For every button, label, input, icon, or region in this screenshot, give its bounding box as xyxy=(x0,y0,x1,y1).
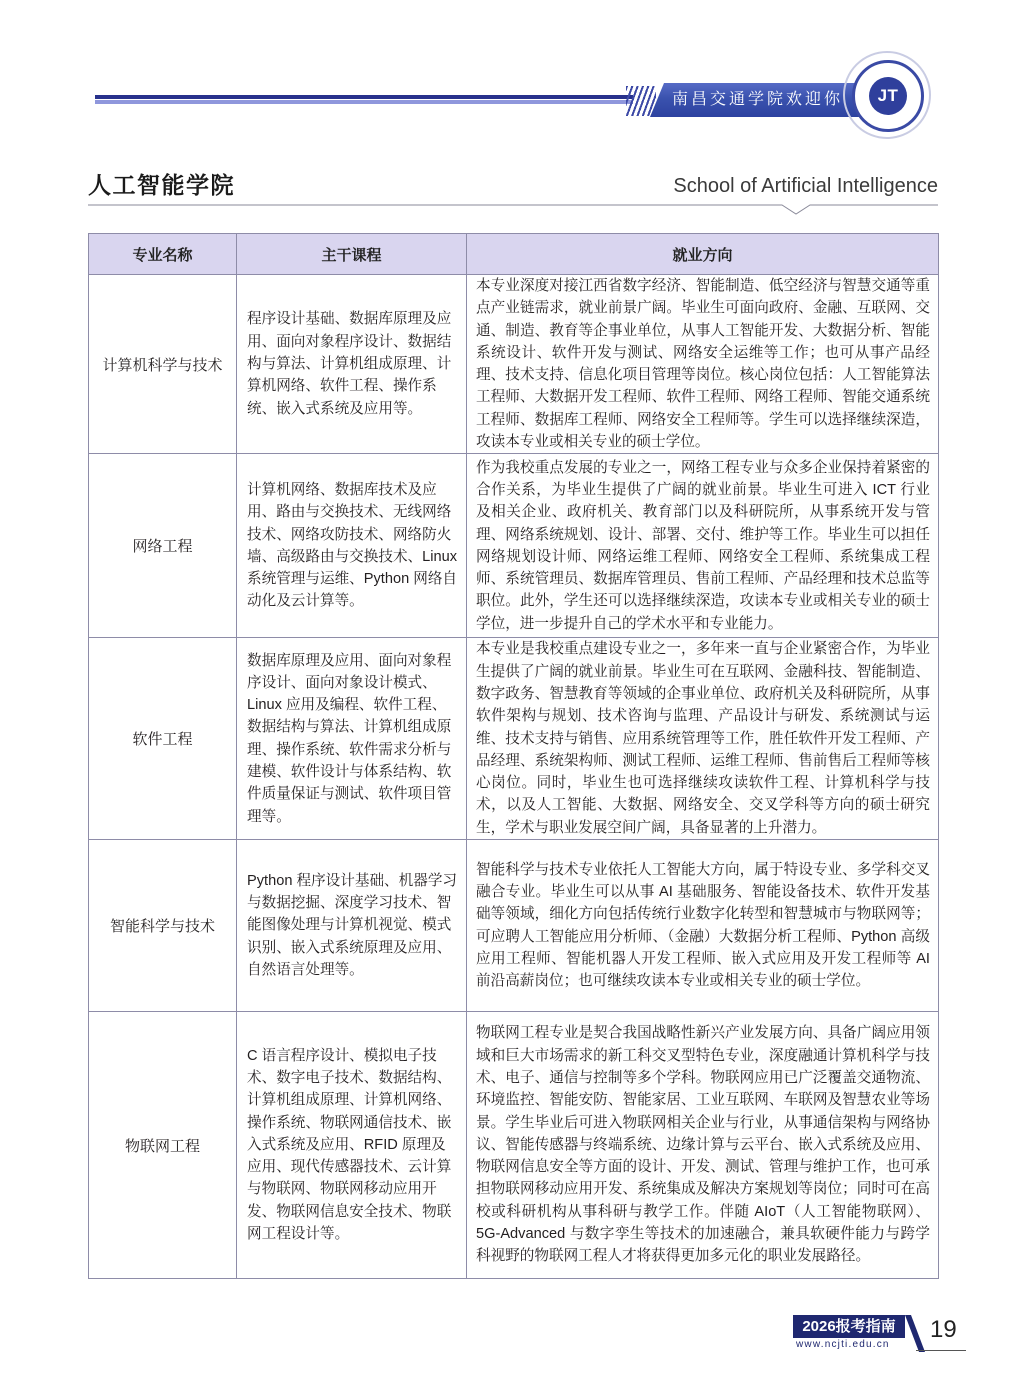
footer-guide-badge: 2026报考指南 xyxy=(793,1315,905,1338)
header-rule-light xyxy=(95,100,633,104)
table-row xyxy=(89,454,939,638)
major-name-cell: 智能科学与技术 xyxy=(89,840,237,1012)
page-number: 19 xyxy=(930,1316,957,1343)
table-row xyxy=(89,275,939,454)
title-divider xyxy=(88,204,938,216)
table-row xyxy=(89,1012,939,1279)
page-title: 人工智能学院 xyxy=(88,172,235,198)
career-cell: 本专业是我校重点建设专业之一，多年来一直与企业紧密合作，为毕业生提供了广阔的就业前景。毕业生可在互联网、金融科技、智能制造、数字政务、智慧教育等领域的企事业单位、政府机关及科研院所，从事软件架构与规划、技术咨询与监理、产品设计与研发、系统测试与运维、技术支持与销售、应用系统管理等工作，胜任软件开发工程师、产品经理、系统架构师、测试工程师、运维工程师、售前售后工程师等核心岗位。同时，毕业生也可选择继续攻读软件工程、计算机科学与技术，以及人工智能、大数据、网络安全、交叉学科等方向的硕士研究生，学术与职业发展空间广阔，具备显著的上升潜力。 xyxy=(467,638,939,840)
footer-url: www.ncjti.edu.cn xyxy=(796,1339,890,1350)
welcome-banner-text: 南昌交通学院欢迎你 xyxy=(672,91,844,108)
header-hatch-stripes xyxy=(626,86,656,116)
col-header-career: 就业方向 xyxy=(467,234,939,275)
career-cell: 智能科学与技术专业依托人工智能大方向，属于特设专业、多学科交叉融合专业。毕业生可以从事 AI 基础服务、智能设备技术、软件开发基础等领域，细化方向包括传统行业数字化转型和智慧城市与物联网等；可应聘人工智能应用分析师、（金融）大数据分析工程师、Python 高级应用工程师、智能机器人开发工程师、嵌入式应用及开发工程师等 AI 前沿高薪岗位；也可继续攻读本专业或相关专业的硕士学位。 xyxy=(467,840,939,1012)
major-name-cell: 计算机科学与技术 xyxy=(89,275,237,454)
majors-table xyxy=(88,233,939,1279)
table-header-row xyxy=(89,234,939,275)
footer-slash-decor xyxy=(905,1315,925,1352)
courses-cell: 数据库原理及应用、面向对象程序设计、面向对象设计模式、Linux 应用及编程、软件工程、数据结构与算法、计算机组成原理、操作系统、软件需求分析与建模、软件设计与体系结构、软件质量保证与测试、软件项目管理等。 xyxy=(237,638,467,840)
courses-cell: C 语言程序设计、模拟电子技术、数字电子技术、数据结构、计算机组成原理、计算机网络、操作系统、物联网通信技术、嵌入式系统及应用、RFID 原理及应用、现代传感器技术、云计算与物联网、物联网移动应用开发、物联网信息安全技术、物联网工程设计等。 xyxy=(237,1012,467,1279)
col-header-courses: 主干课程 xyxy=(237,234,467,275)
courses-cell: Python 程序设计基础、机器学习与数据挖掘、深度学习技术、智能图像处理与计算机视觉、模式识别、嵌入式系统原理及应用、自然语言处理等。 xyxy=(237,840,467,1012)
page-title-en: School of Artificial Intelligence xyxy=(673,175,938,197)
table-row xyxy=(89,638,939,840)
col-header-major: 专业名称 xyxy=(89,234,237,275)
career-cell: 本专业深度对接江西省数字经济、智能制造、低空经济与智慧交通等重点产业链需求，就业前景广阔。毕业生可面向政府、金融、互联网、交通、制造、教育等企事业单位，从事人工智能开发、大数据分析、智能系统设计、软件开发与测试、网络安全运维等工作；也可从事产品经理、技术支持、信息化项目管理等岗位。核心岗位包括：人工智能算法工程师、大数据开发工程师、软件工程师、网络工程师、智能交通系统工程师、数据库工程师、网络安全工程师等。学生可以选择继续深造，攻读本专业或相关专业的硕士学位。 xyxy=(467,275,939,454)
major-name-cell: 物联网工程 xyxy=(89,1012,237,1279)
major-name-cell: 网络工程 xyxy=(89,454,237,638)
table-row xyxy=(89,840,939,1012)
footer-rule xyxy=(916,1350,966,1351)
school-logo-monogram: JT xyxy=(869,77,907,115)
school-logo xyxy=(852,60,924,132)
career-cell: 作为我校重点发展的专业之一，网络工程专业与众多企业保持着紧密的合作关系，为毕业生提供了广阔的就业前景。毕业生可进入 ICT 行业及相关企业、政府机关、教育部门以及科研院所，从事系统开发与管理、网络系统规划、设计、部署、交付、维护等工作。毕业生可以担任网络规划设计师、网络运维工程师、网络安全工程师、系统集成工程师、系统管理员、数据库管理员、售前工程师、产品经理和技术总监等职位。此外，学生还可以选择继续深造，攻读本专业或相关专业的硕士学位，进一步提升自己的学术水平和专业能力。 xyxy=(467,454,939,638)
header-rule-dark xyxy=(95,95,633,99)
career-cell: 物联网工程专业是契合我国战略性新兴产业发展方向、具备广阔应用领域和巨大市场需求的新工科交叉型特色专业，深度融通计算机科学与技术、电子、通信与控制等多个学科。物联网应用已广泛覆盖交通物流、环境监控、智能安防、智能家居、工业互联网、车联网及智慧农业等场景。学生毕业后可进入物联网相关企业与行业，从事通信架构与网络协议、智能传感器与终端系统、边缘计算与云平台、嵌入式系统及应用、物联网信息安全等方面的设计、开发、测试、管理与维护工作，也可承担物联网移动应用开发、系统集成及解决方案规划等岗位；同时可在高校或科研机构从事科研与教学工作。伴随 AIoT（人工智能物联网）、5G-Advanced 与数字孪生等技术的加速融合，兼具软硬件能力与跨学科视野的物联网工程人才将获得更加多元化的职业发展路径。 xyxy=(467,1012,939,1279)
major-name-cell: 软件工程 xyxy=(89,638,237,840)
courses-cell: 程序设计基础、数据库原理及应用、面向对象程序设计、数据结构与算法、计算机组成原理、计算机网络、软件工程、操作系统、嵌入式系统及应用等。 xyxy=(237,275,467,454)
courses-cell: 计算机网络、数据库技术及应用、路由与交换技术、无线网络技术、网络攻防技术、网络防火墙、高级路由与交换技术、Linux 系统管理与运维、Python 网络自动化及云计算等。 xyxy=(237,454,467,638)
